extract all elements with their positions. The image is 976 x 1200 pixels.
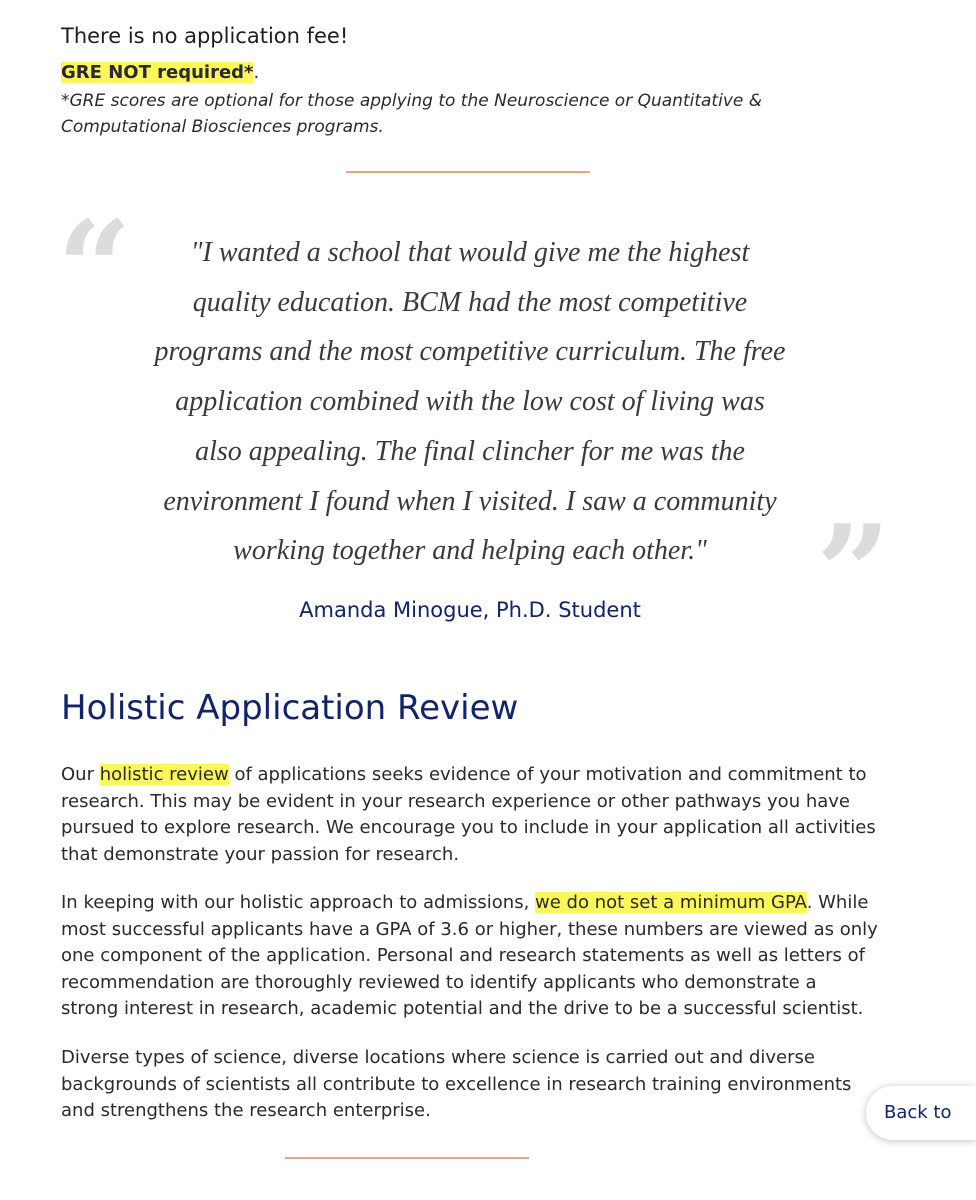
paragraph-diversity: Diverse types of science, diverse locations where science is carried out and diverse backgrounds of scientists all contribute to excellence in research training environments and strengthens the research enterprise. (61, 1047, 852, 1121)
gre-suffix: . (253, 62, 260, 83)
p1-text-after: of applications seeks evidence of your motivation and commitment to research. This may be evident in your research experience or other pathways you have pursued to explore research. We encourage you to include in your application all activities that demonstrate your passion for research. (61, 764, 876, 865)
p2-text-after: . While most successful applicants have a GPA of 3.6 or higher, these numbers are viewed as only one component of the application. Personal and research statements as well as letters of recommendation are thoroughly reviewed to identify applicants who demonstrate a strong interest in research, academic potential and the drive to be a successful scientist. (61, 892, 878, 1019)
testimonial-attribution: Amanda Minogue, Ph.D. Student (299, 598, 641, 622)
gre-requirement (61, 62, 259, 83)
divider-bottom (285, 1157, 529, 1159)
open-quote-icon: “ (57, 192, 132, 345)
close-quote-icon: ” (816, 496, 891, 649)
p2-text-before: In keeping with our holistic approach to admissions, (61, 892, 536, 913)
paragraph-holistic-review (61, 762, 879, 868)
p2-highlight: we do not set a minimum GPA (535, 892, 807, 913)
divider (346, 171, 590, 173)
p1-text-before: Our (61, 764, 100, 785)
back-to-top-button[interactable]: Back to (866, 1086, 976, 1140)
testimonial-quote: "I wanted a school that would give me the highest quality education. BCM had the most competitive programs and the most competitive curriculum. The free application combined with the low cost of living was also appealing. The final clincher for me was the environment I found when I visited. I saw a community working together and helping each other." (154, 237, 786, 567)
no-fee-text: There is no application fee! (61, 24, 349, 48)
paragraph-gpa (61, 890, 879, 1023)
gre-highlight: GRE NOT required* (61, 62, 254, 83)
p1-highlight: holistic review (99, 764, 229, 785)
gre-note: *GRE scores are optional for those applying to the Neuroscience or Quantitative & Computational Biosciences programs. (61, 91, 762, 137)
section-heading: Holistic Application Review (61, 688, 519, 728)
